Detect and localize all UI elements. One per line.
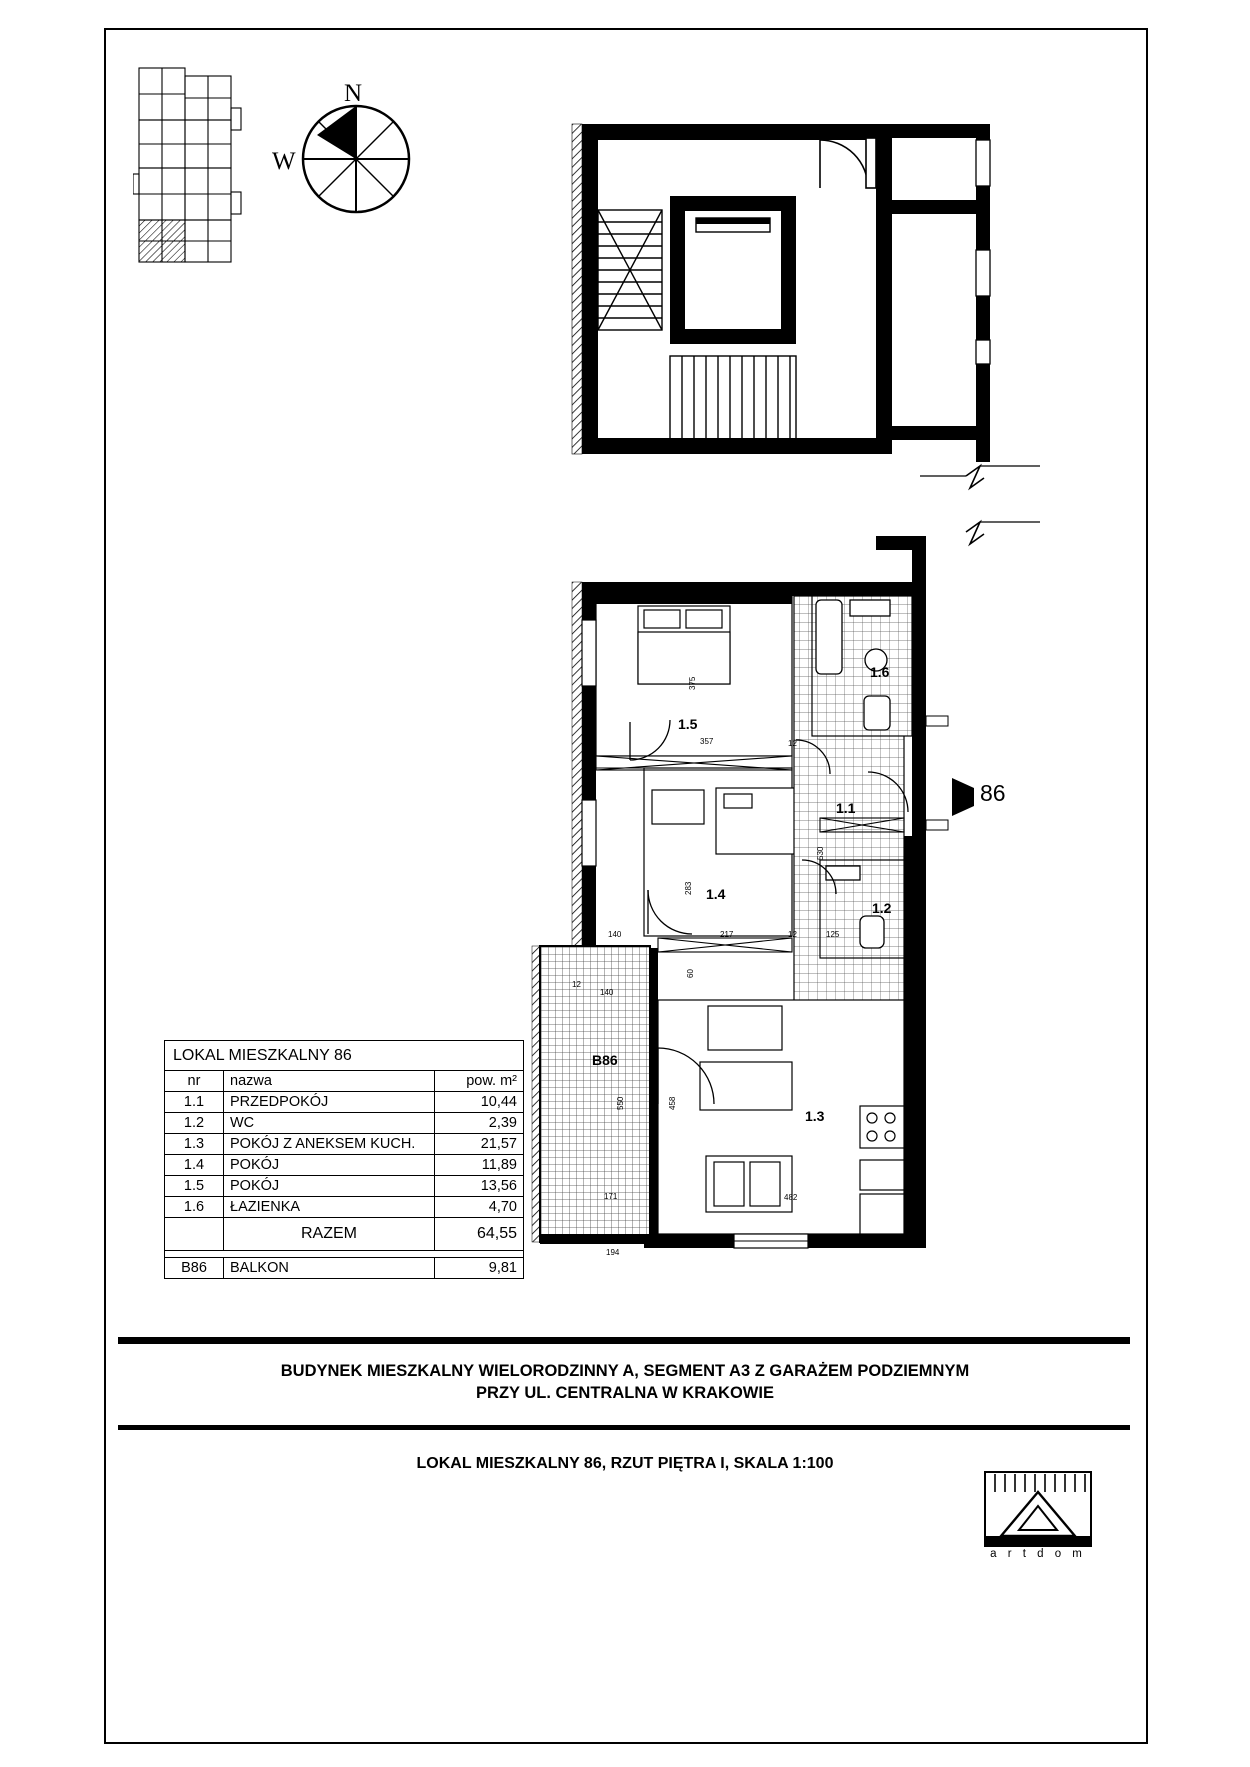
dim-550: 550 [616,1096,625,1110]
total-nr [165,1218,224,1251]
table-row [165,1113,524,1134]
dim-140-b: 140 [600,988,614,997]
row-area: 2,39 [435,1113,524,1134]
project-title [120,1360,1130,1405]
room-label-1-3: 1.3 [805,1108,825,1124]
header-name: nazwa [224,1071,435,1092]
room-label-1-1: 1.1 [836,800,856,816]
dim-12-a: 12 [788,739,797,748]
compass-rose [272,80,432,225]
room-label-1-2: 1.2 [872,900,892,916]
balcony-area: 9,81 [435,1258,524,1279]
project-title-line1: BUDYNEK MIESZKALNY WIELORODZINNY A, SEGMENT A3 Z GARAŻEM PODZIEMNYM [280,1362,970,1380]
row-area: 21,57 [435,1134,524,1155]
footer-rule-mid [118,1425,1130,1430]
footer-rule-top [118,1337,1130,1344]
dim-217: 217 [720,930,734,939]
project-title-line2: PRZY UL. CENTRALNA W KRAKOWIE [476,1384,774,1403]
dim-194: 194 [606,1248,620,1257]
dim-482: 482 [784,1193,798,1202]
row-name: ŁAZIENKA [224,1197,435,1218]
table-row [165,1092,524,1113]
dim-12-c: 12 [572,980,581,989]
dim-375: 375 [688,676,697,690]
table-row [165,1155,524,1176]
table-spacer [165,1251,524,1258]
row-area: 11,89 [435,1155,524,1176]
row-area: 10,44 [435,1092,524,1113]
room-label-1-4: 1.4 [706,886,726,902]
dim-140-a: 140 [608,930,622,939]
row-name: POKÓJ [224,1155,435,1176]
balcony-nr: B86 [165,1258,224,1279]
dim-171: 171 [604,1192,618,1201]
dim-125: 125 [826,930,840,939]
row-nr: 1.1 [165,1092,224,1113]
dim-283: 283 [684,881,693,895]
row-area: 4,70 [435,1197,524,1218]
table-row [165,1134,524,1155]
floor-plan-drawing [520,100,1120,1280]
dim-458: 458 [668,1096,677,1110]
flat-number-marker [952,778,974,816]
table-balcony-row [165,1258,524,1279]
header-nr: nr [165,1071,224,1092]
row-area: 13,56 [435,1176,524,1197]
dim-530: 530 [816,846,825,860]
table-header-row [165,1071,524,1092]
table-row [165,1197,524,1218]
compass-west-label: W [272,148,296,175]
row-name: POKÓJ Z ANEKSEM KUCH. [224,1134,435,1155]
studio-logo [983,1470,1093,1565]
table-title-row [165,1041,524,1071]
row-name: PRZEDPOKÓJ [224,1092,435,1113]
total-area: 64,55 [435,1218,524,1251]
row-nr: 1.3 [165,1134,224,1155]
table-total-row [165,1218,524,1251]
dim-60: 60 [686,969,695,978]
header-area: pow. m² [435,1071,524,1092]
key-plan [133,62,253,267]
row-nr: 1.5 [165,1176,224,1197]
row-name: WC [224,1113,435,1134]
row-name: POKÓJ [224,1176,435,1197]
row-nr: 1.2 [165,1113,224,1134]
table-row [165,1176,524,1197]
table-title: LOKAL MIESZKALNY 86 [165,1041,524,1071]
logo-wordmark: a r t d o m [990,1548,1086,1560]
dim-12-b: 12 [788,930,797,939]
room-label-1-5: 1.5 [678,716,698,732]
compass-north-label: N [344,80,363,107]
dim-357: 357 [700,737,714,746]
room-label-balcony: B86 [592,1052,618,1068]
total-label: RAZEM [224,1218,435,1251]
room-label-1-6: 1.6 [870,664,890,680]
apartment-schedule-table [164,1040,524,1279]
row-nr: 1.6 [165,1197,224,1218]
row-nr: 1.4 [165,1155,224,1176]
drawing-subtitle: LOKAL MIESZKALNY 86, RZUT PIĘTRA I, SKALA 1:100 [416,1455,834,1472]
balcony-name: BALKON [224,1258,435,1279]
flat-number: 86 [980,780,1006,806]
